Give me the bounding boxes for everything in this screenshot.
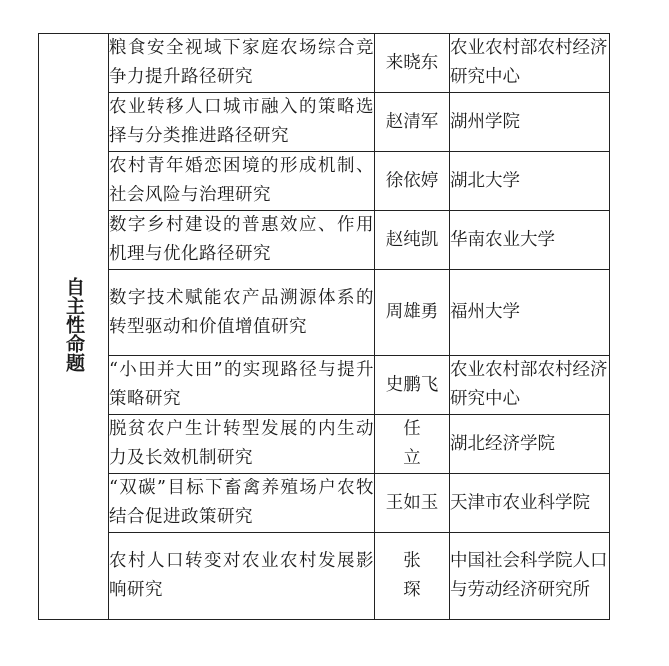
table-row — [39, 356, 610, 415]
table-row — [39, 93, 610, 152]
person-cell: 周雄勇 — [375, 270, 450, 356]
topic-cell: 农村青年婚恋困境的形成机制、社会风险与治理研究 — [109, 152, 375, 211]
org-cell: 湖北大学 — [450, 152, 610, 211]
table-row — [39, 415, 610, 474]
person-cell: 史鹏飞 — [375, 356, 450, 415]
topic-cell: 数字技术赋能农产品溯源体系的转型驱动和价值增值研究 — [109, 270, 375, 356]
org-cell: 湖州学院 — [450, 93, 610, 152]
topic-cell: “双碳”目标下畜禽养殖场户农牧结合促进政策研究 — [109, 474, 375, 533]
person-cell: 来晓东 — [375, 34, 450, 93]
person-cell: 徐依婷 — [375, 152, 450, 211]
project-table — [38, 33, 610, 620]
topic-cell: 脱贫农户生计转型发展的内生动力及长效机制研究 — [109, 415, 375, 474]
org-cell: 福州大学 — [450, 270, 610, 356]
table-row — [39, 152, 610, 211]
table-row — [39, 211, 610, 270]
topic-cell: 数字乡村建设的普惠效应、作用机理与优化路径研究 — [109, 211, 375, 270]
org-cell: 湖北经济学院 — [450, 415, 610, 474]
topic-cell: 农业转移人口城市融入的策略选择与分类推进路径研究 — [109, 93, 375, 152]
topic-cell: 粮食安全视域下家庭农场综合竞争力提升路径研究 — [109, 34, 375, 93]
org-cell: 中国社会科学院人口与劳动经济研究所 — [450, 533, 610, 620]
org-cell: 农业农村部农村经济研究中心 — [450, 34, 610, 93]
person-cell: 赵清军 — [375, 93, 450, 152]
topic-cell: “小田并大田”的实现路径与提升策略研究 — [109, 356, 375, 415]
table-row — [39, 474, 610, 533]
person-cell: 王如玉 — [375, 474, 450, 533]
table-row — [39, 533, 610, 620]
person-cell: 任立 — [375, 415, 450, 474]
table-row — [39, 34, 610, 93]
category-label: 自主性命题 — [63, 277, 85, 372]
person-cell: 赵纯凯 — [375, 211, 450, 270]
topic-cell: 农村人口转变对农业农村发展影响研究 — [109, 533, 375, 620]
table-row — [39, 270, 610, 356]
org-cell: 天津市农业科学院 — [450, 474, 610, 533]
category-cell — [39, 34, 109, 620]
org-cell: 华南农业大学 — [450, 211, 610, 270]
person-cell: 张琛 — [375, 533, 450, 620]
org-cell: 农业农村部农村经济研究中心 — [450, 356, 610, 415]
